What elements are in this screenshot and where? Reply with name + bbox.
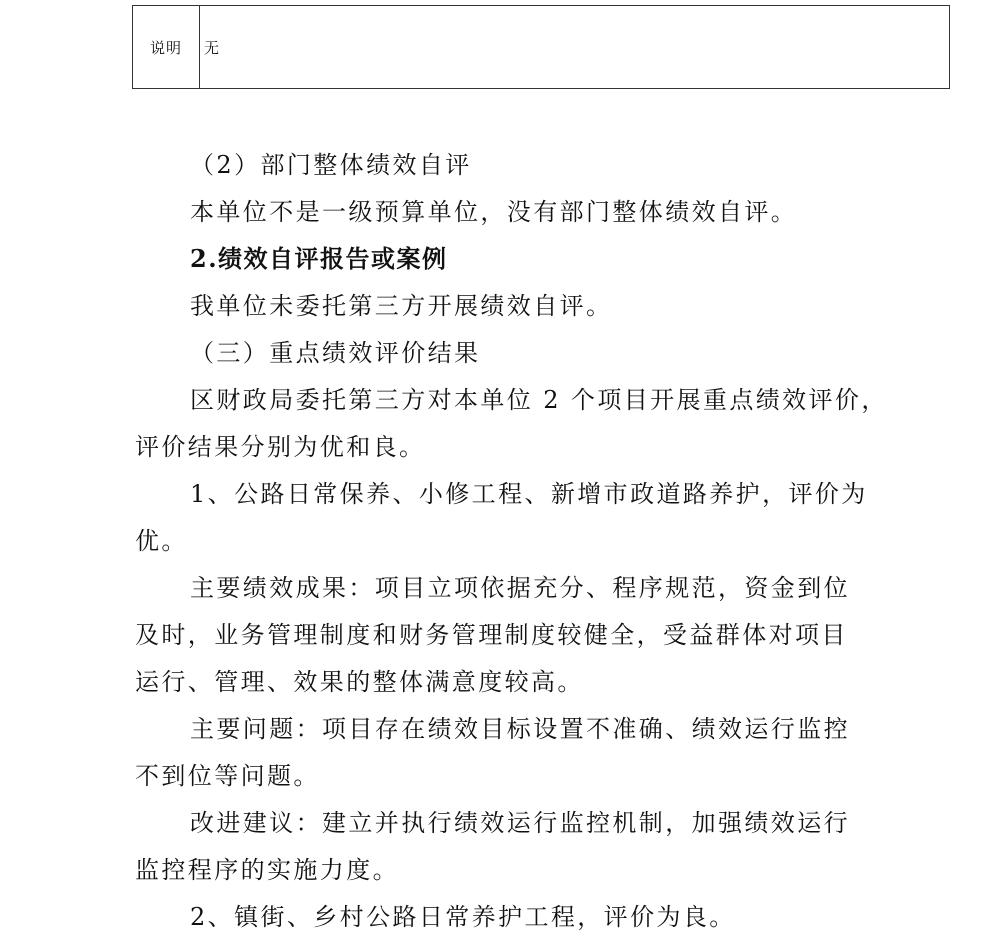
section-heading-self-eval-report: 2.绩效自评报告或案例 [190, 244, 448, 273]
paragraph-line: 改进建议：建立并执行绩效运行监控机制，加强绩效运行 [190, 809, 850, 837]
paragraph-line: 本单位不是一级预算单位，没有部门整体绩效自评。 [190, 198, 798, 226]
paragraph-line: 区财政局委托第三方对本单位 2 个项目开展重点绩效评价， [190, 386, 888, 414]
paragraph-line: 我单位未委托第三方开展绩效自评。 [190, 292, 613, 320]
paragraph-line: 优。 [135, 527, 188, 555]
paragraph-line: 不到位等问题。 [135, 762, 320, 790]
paragraph-line: 评价结果分别为优和良。 [135, 433, 426, 461]
table-value-cell: 无 [204, 38, 220, 57]
paragraph-line: 主要问题：项目存在绩效目标设置不准确、绩效运行监控 [190, 715, 850, 743]
table-label-cell: 说明 [133, 6, 200, 88]
info-table [132, 5, 950, 89]
paragraph-line: 1、公路日常保养、小修工程、新增市政道路养护，评价为 [190, 480, 868, 508]
paragraph-line: 2、镇街、乡村公路日常养护工程，评价为良。 [190, 903, 736, 931]
paragraph-line: 主要绩效成果：项目立项依据充分、程序规范，资金到位 [190, 574, 850, 602]
paragraph-line: 及时，业务管理制度和财务管理制度较健全，受益群体对项目 [135, 621, 848, 649]
paragraph-line: 运行、管理、效果的整体满意度较高。 [135, 668, 584, 696]
paragraph-line: 监控程序的实施力度。 [135, 856, 399, 884]
subheading-key-eval-results: （三）重点绩效评价结果 [190, 339, 481, 367]
subheading-dept-self-eval: （2）部门整体绩效自评 [190, 151, 472, 179]
